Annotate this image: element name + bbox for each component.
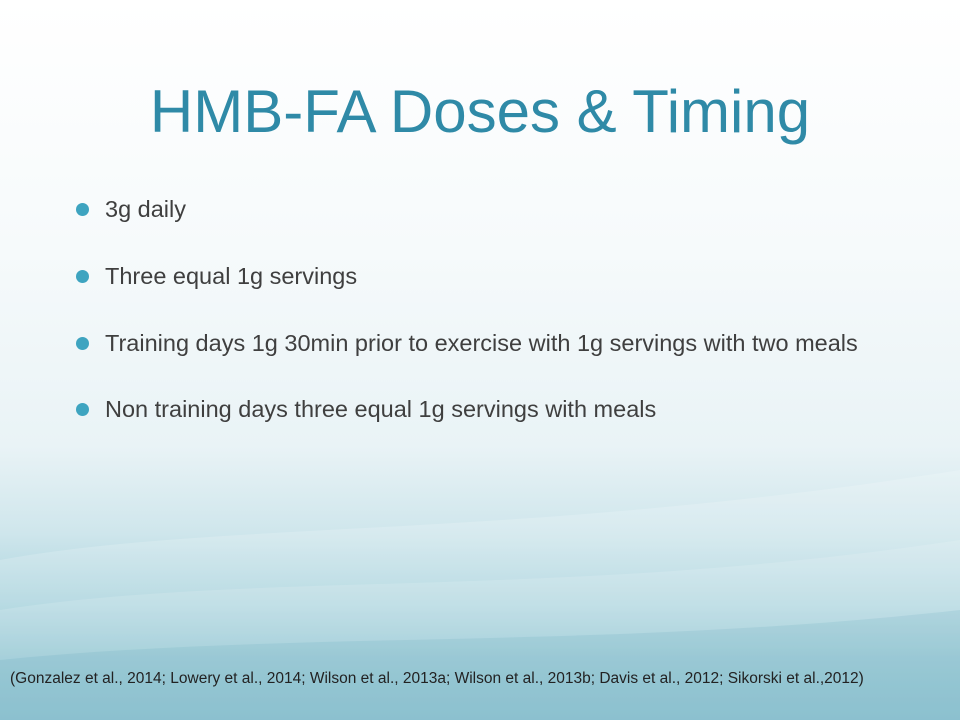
bullet-item <box>76 395 876 424</box>
bullet-list <box>76 195 876 462</box>
bullet-text: 3g daily <box>105 196 186 222</box>
bullet-dot-icon <box>76 403 89 416</box>
bullet-item <box>76 329 876 358</box>
bullet-text: Non training days three equal 1g servings with meals <box>105 396 657 422</box>
bullet-dot-icon <box>76 337 89 350</box>
bullet-item <box>76 195 876 224</box>
bullet-text: Three equal 1g servings <box>105 263 358 289</box>
bullet-dot-icon <box>76 270 89 283</box>
bullet-dot-icon <box>76 203 89 216</box>
slide-title: HMB-FA Doses & Timing <box>149 78 811 145</box>
bullet-text: Training days 1g 30min prior to exercise with 1g servings with two meals <box>105 330 858 356</box>
bullet-item <box>76 262 876 291</box>
citation-text: (Gonzalez et al., 2014; Lowery et al., 2014; Wilson et al., 2013a; Wilson et al., 2013b; Davis et al., 2012; Sikorski et al.,2012) <box>10 670 864 687</box>
